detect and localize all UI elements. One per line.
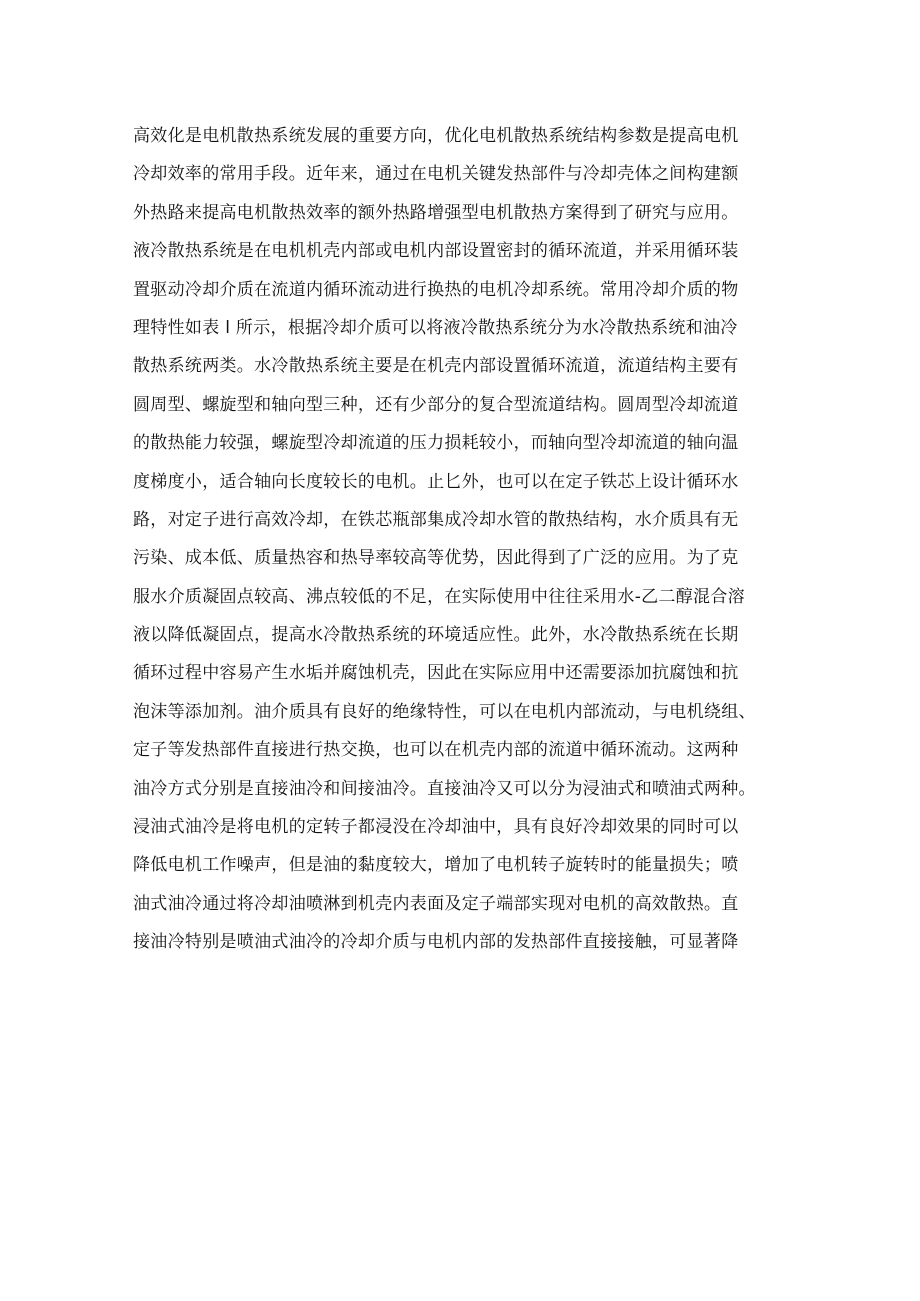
body-text bbox=[133, 117, 813, 962]
text-line: 循环过程中容易产生水垢并腐蚀机壳，因此在实际应用中还需要添加抗腐蚀和抗 bbox=[133, 663, 739, 684]
text-line: 圆周型、螺旋型和轴向型三种，还有少部分的复合型流道结构。圆周型冷却流道 bbox=[133, 394, 739, 415]
text-line: 油式油冷通过将冷却油喷淋到机壳内表面及定子端部实现对电机的高效散热。直 bbox=[133, 893, 739, 914]
text-line: 的散热能力较强，螺旋型冷却流道的压力损耗较小，而轴向型冷却流道的轴向温 bbox=[133, 433, 739, 454]
text-line: 置驱动冷却介质在流道内循环流动进行换热的电机冷却系统。常用冷却介质的物 bbox=[133, 279, 739, 300]
text-line: 散热系统两类。水冷散热系统主要是在机壳内部设置循环流道，流道结构主要有 bbox=[133, 356, 739, 377]
text-line: 污染、成本低、质量热容和热导率较高等优势，因此得到了广泛的应用。为了克 bbox=[133, 548, 739, 569]
text-line: 外热路来提高电机散热效率的额外热路增强型电机散热方案得到了研究与应用。 bbox=[133, 202, 739, 223]
text-line: 接油冷特别是喷油式油冷的冷却介质与电机内部的发热部件直接接触，可显著降 bbox=[133, 932, 739, 953]
text-line: 泡沫等添加剂。油介质具有良好的绝缘特性，可以在电机内部流动，与电机绕组、 bbox=[133, 701, 756, 722]
text-line: 高效化是电机散热系统发展的重要方向，优化电机散热系统结构参数是提高电机 bbox=[133, 126, 739, 146]
text-line: 液冷散热系统是在电机机壳内部或电机内部设置密封的循环流道，并采用循环装 bbox=[133, 241, 739, 262]
text-line: 浸油式油冷是将电机的定转子都浸没在冷却油中，具有良好冷却效果的同时可以 bbox=[133, 817, 739, 838]
text-line: 冷却效率的常用手段。近年来，通过在电机关键发热部件与冷却壳体之间构建额 bbox=[133, 164, 739, 185]
text-line: 液以降低凝固点，提高水冷散热系统的环境适应性。此外，水冷散热系统在长期 bbox=[133, 625, 739, 646]
text-line: 油冷方式分别是直接油冷和间接油冷。直接油冷又可以分为浸油式和喷油式两种。 bbox=[133, 778, 756, 799]
text-line: 定子等发热部件直接进行热交换，也可以在机壳内部的流道中循环流动。这两种 bbox=[133, 740, 739, 761]
text-line: 服水介质凝固点较高、沸点较低的不足，在实际使用中往往采用水-乙二醇混合溶 bbox=[133, 586, 745, 607]
text-line: 理特性如表 l 所示，根据冷却介质可以将液冷散热系统分为水冷散热系统和油冷 bbox=[133, 317, 738, 338]
text-line: 路，对定子进行高效冷却，在铁芯瓶部集成冷却水管的散热结构，水介质具有无 bbox=[133, 509, 739, 530]
text-line: 度梯度小，适合轴向长度较长的电机。止匕外，也可以在定子铁芯上设计循环水 bbox=[133, 471, 739, 492]
text-line: 降低电机工作噪声，但是油的黏度较大，增加了电机转子旋转时的能量损失；喷 bbox=[133, 855, 739, 876]
